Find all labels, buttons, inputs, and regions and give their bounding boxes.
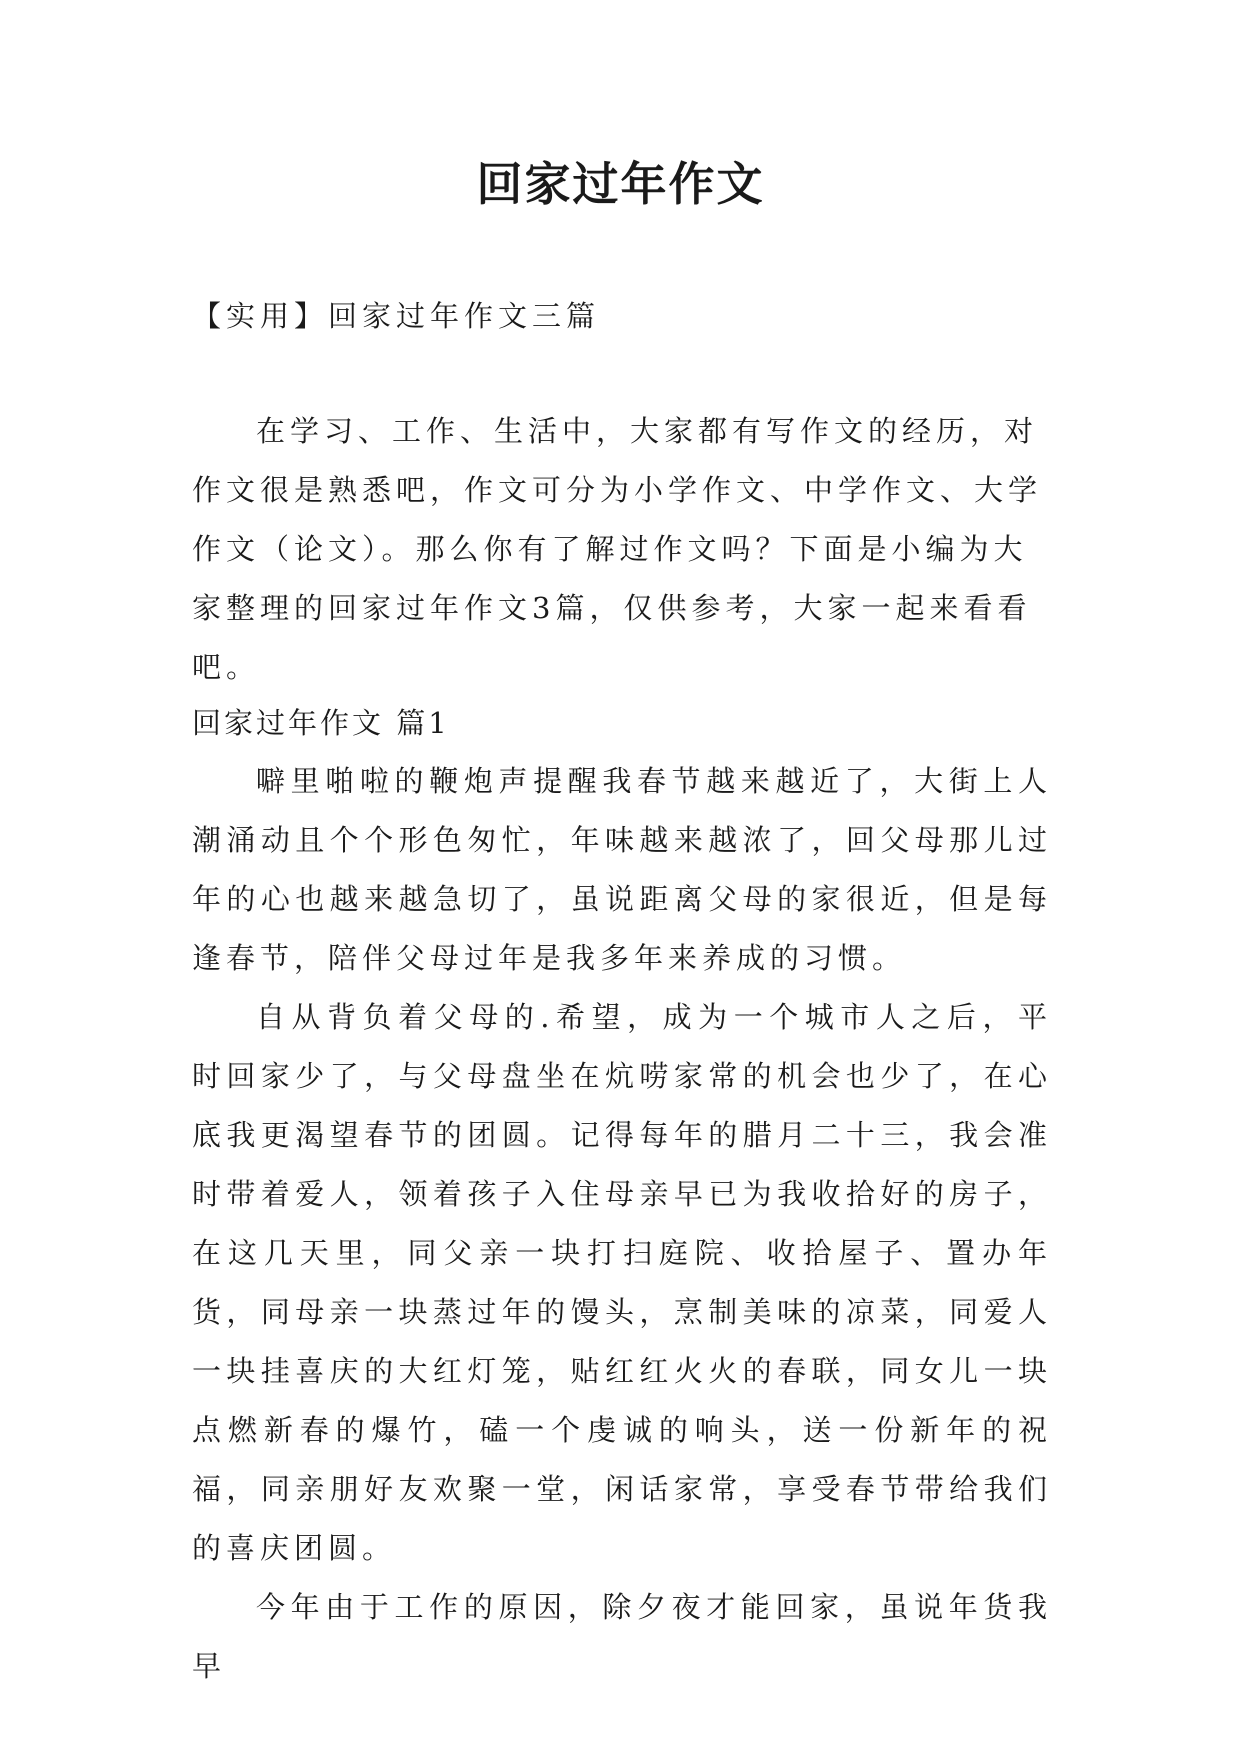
body-paragraph: 噼里啪啦的鞭炮声提醒我春节越来越近了，大街上人潮涌动且个个形色匆忙，年味越来越浓了，回父母那儿过年的心也越来越急切了，虽说距离父母的家很近，但是每逢春节，陪伴父母过年是我多年来养成的习惯。 xyxy=(192,764,1052,975)
section-heading: 回家过年作文 篇1 xyxy=(192,706,450,740)
section-body xyxy=(192,752,1052,1696)
document-subtitle: 【实用】回家过年作文三篇 xyxy=(192,299,601,333)
intro-text: 在学习、工作、生活中，大家都有写作文的经历，对作文很是熟悉吧，作文可分为小学作文、中学作文、大学作文（论文）。那么你有了解过作文吗？下面是小编为大家整理的回家过年作文3篇，仅供参考，大家一起来看看吧。 xyxy=(192,414,1043,684)
intro-paragraph xyxy=(192,402,1052,697)
body-paragraph: 自从背负着父母的.希望，成为一个城市人之后，平时回家少了，与父母盘坐在炕唠家常的机会也少了，在心底我更渴望春节的团圆。记得每年的腊月二十三，我会准时带着爱人，领着孩子入住母亲早已为我收拾好的房子，在这几天里，同父亲一块打扫庭院、收拾屋子、置办年货，同母亲一块蒸过年的馒头，烹制美味的凉菜，同爱人一块挂喜庆的大红灯笼，贴红红火火的春联，同女儿一块点燃新春的爆竹，磕一个虔诚的响头，送一份新年的祝福，同亲朋好友欢聚一堂，闲话家常，享受春节带给我们的喜庆团圆。 xyxy=(192,1000,1052,1565)
body-paragraph: 今年由于工作的原因，除夕夜才能回家，虽说年货我早 xyxy=(192,1590,1052,1683)
document-title: 回家过年作文 xyxy=(476,157,765,211)
